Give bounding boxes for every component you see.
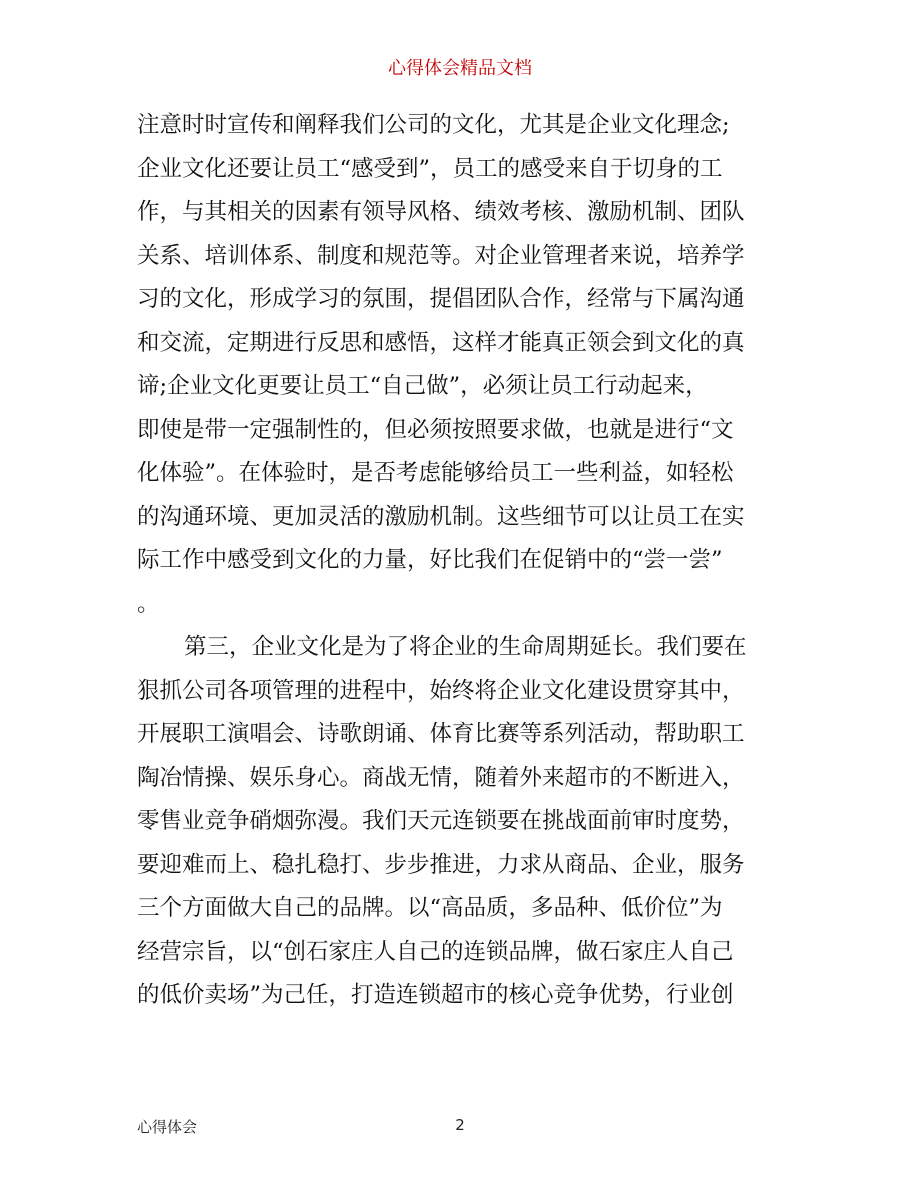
text-line: 谛;企业文化更要让员工“自己做”，必须让员工行动起来， — [137, 373, 708, 399]
text-line: 和交流，定期进行反思和感悟，这样才能真正领会到文化的真 — [137, 329, 745, 356]
text-line: 要迎难而上、稳扎稳打、步步推进，力求从商品、企业，服务 — [137, 851, 745, 878]
text-line: 化体验”。在体验时，是否考虑能够给员工一些利益，如轻松 — [137, 460, 734, 486]
footer-label: 心得体会 — [137, 1118, 198, 1136]
text-line: 注意时时宣传和阐释我们公司的文化，尤其是企业文化理念; — [137, 112, 730, 138]
document-body — [137, 104, 787, 1018]
text-line: 的沟通环境、更加灵活的激励机制。这些细节可以让员工在实 — [137, 503, 745, 530]
text-line: 开展职工演唱会、诗歌朗诵、体育比赛等系列活动，帮助职工 — [137, 721, 745, 747]
text-line: 际工作中感受到文化的力量，好比我们在促销中的“尝一尝” — [137, 547, 723, 573]
text-line: 第三，企业文化是为了将企业的生命周期延长。我们要在 — [184, 634, 747, 660]
text-line: 零售业竞争硝烟弥漫。我们天元连锁要在挑战面前审时度势， — [137, 808, 745, 834]
text-line: 作，与其相关的因素有领导风格、绩效考核、激励机制、团队 — [137, 199, 745, 225]
text-line: 关系、培训体系、制度和规范等。对企业管理者来说，培养学 — [137, 242, 745, 269]
text-line: 狠抓公司各项管理的进程中，始终将企业文化建设贯穿其中， — [137, 677, 745, 704]
text-line: 经营宗旨，以“创石家庄人自己的连锁品牌，做石家庄人自己 — [137, 938, 734, 965]
text-line: 即使是带一定强制性的，但必须按照要求做，也就是进行“文 — [137, 416, 734, 443]
text-line: 三个方面做大自己的品牌。以“高品质，多品种、低价位”为 — [137, 895, 723, 921]
page-number: 2 — [455, 1116, 465, 1134]
text-line: 。 — [137, 590, 160, 617]
page-header-title: 心得体会精品文档 — [388, 58, 532, 79]
text-line: 陶冶情操、娱乐身心。商战无情，随着外来超市的不断进入， — [137, 764, 745, 791]
text-line: 习的文化，形成学习的氛围，提倡团队合作，经常与下属沟通 — [137, 286, 745, 312]
text-line: 的低价卖场”为己任，打造连锁超市的核心竞争优势，行业创 — [137, 982, 734, 1008]
text-line: 企业文化还要让员工“感受到”，员工的感受来自于切身的工 — [137, 155, 723, 182]
